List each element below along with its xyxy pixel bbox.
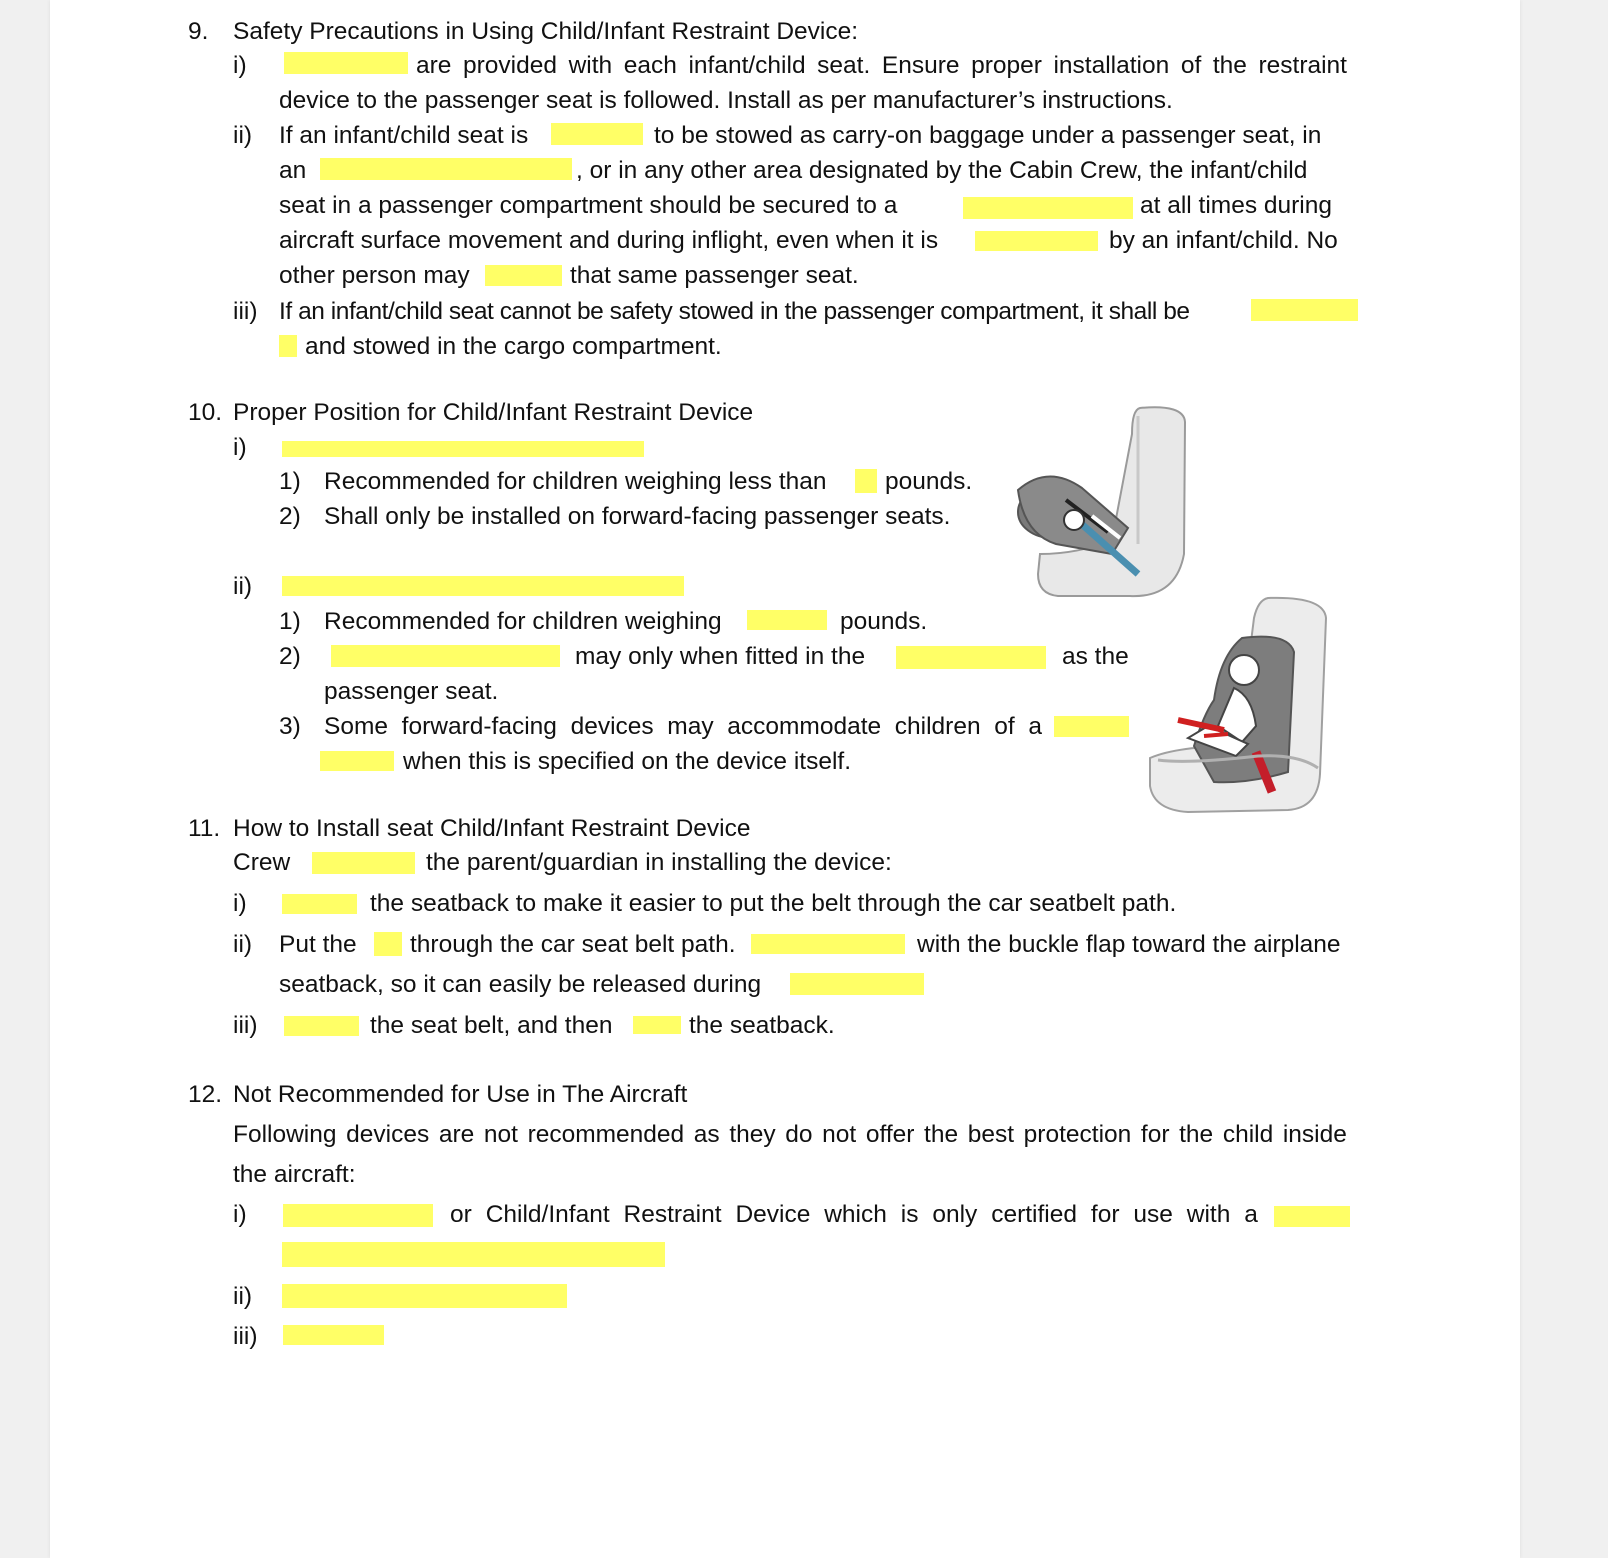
s10-ii-text2c: passenger seat. <box>324 678 499 705</box>
section-12-title: Not Recommended for Use in The Aircraft <box>233 1081 688 1108</box>
section-10-title: Proper Position for Child/Infant Restraint Device <box>233 399 754 426</box>
word: which <box>824 1201 887 1228</box>
s12-i-text <box>450 1200 1258 1230</box>
word: restraint <box>1258 52 1347 79</box>
s9-ii-line2a: an <box>279 157 307 184</box>
justified-line <box>324 712 1042 742</box>
redaction-highlight <box>551 123 643 145</box>
word: Child/Infant <box>485 1201 610 1228</box>
s10-i-num1: 1) <box>279 468 301 495</box>
word: are <box>438 1121 475 1148</box>
s11-intro-b: the parent/guardian in installing the device: <box>426 849 892 876</box>
word: Device <box>735 1201 811 1228</box>
word: devices <box>570 713 654 740</box>
word: protection <box>1023 1121 1132 1148</box>
word: accommodate <box>727 713 882 740</box>
word: a <box>1028 713 1042 740</box>
redaction-highlight <box>855 469 877 493</box>
s11-iii-marker: iii) <box>233 1012 258 1039</box>
s12-ii-marker: ii) <box>233 1283 253 1310</box>
s11-ii-line2: seatback, so it can easily be released during <box>279 971 762 998</box>
redaction-highlight <box>331 645 560 667</box>
s9-ii-line4a: aircraft surface movement and during inflight, even when it is <box>279 227 939 254</box>
s12-iii-marker: iii) <box>233 1323 258 1350</box>
s10-ii-num3: 3) <box>279 713 301 740</box>
s11-ii-line1b: through the car seat belt path. <box>410 931 736 958</box>
section-11-number: 11. <box>188 815 221 842</box>
word: with <box>1186 1201 1231 1228</box>
redaction-highlight <box>1054 716 1129 737</box>
redaction-highlight <box>790 973 924 995</box>
s11-ii-line1c: with the buckle flap toward the airplane <box>917 931 1341 958</box>
s10-i-text1b: pounds. <box>885 468 973 495</box>
word: the <box>1212 52 1247 79</box>
child-seat-illustration <box>1148 596 1334 818</box>
redaction-highlight <box>282 441 644 457</box>
word: provided <box>463 52 557 79</box>
s11-i-text: the seatback to make it easier to put the belt through the car seatbelt path. <box>370 890 1177 917</box>
word: infant/child <box>688 52 806 79</box>
word: seat. <box>817 52 871 79</box>
s9-ii-line1a: If an infant/child seat is <box>279 122 529 149</box>
word: for <box>1090 1201 1120 1228</box>
word: use <box>1133 1201 1173 1228</box>
s11-iii-text-b: the seatback. <box>689 1012 835 1039</box>
redaction-highlight <box>633 1016 681 1034</box>
word: child <box>1222 1121 1274 1148</box>
word: not <box>483 1121 518 1148</box>
redaction-highlight <box>312 852 415 874</box>
s12-intro-line2: the aircraft: <box>233 1161 356 1188</box>
justified-line <box>416 51 1347 81</box>
word: as <box>693 1121 720 1148</box>
s11-iii-text-a: the seat belt, and then <box>370 1012 613 1039</box>
redaction-highlight <box>284 1016 359 1036</box>
s9-ii-line5a: other person may <box>279 262 470 289</box>
word: Following <box>233 1121 337 1148</box>
s9-iii-line1: If an infant/child seat cannot be safety stowed in the passenger compartment, it shall be <box>279 298 1190 325</box>
s10-i-num2: 2) <box>279 503 301 530</box>
section-11-title: How to Install seat Child/Infant Restraint Device <box>233 815 751 842</box>
word: may <box>667 713 714 740</box>
word: best <box>967 1121 1015 1148</box>
word: a <box>1244 1201 1258 1228</box>
s10-i-text1a: Recommended for children weighing less than <box>324 468 827 495</box>
s11-ii-line1a: Put the <box>279 931 357 958</box>
word: proper <box>971 52 1042 79</box>
s12-i-marker: i) <box>233 1201 247 1228</box>
section-10-number: 10. <box>188 399 223 426</box>
redaction-highlight <box>374 932 402 956</box>
word: forward-facing <box>401 713 557 740</box>
s10-ii-text3a <box>324 712 1042 742</box>
redaction-highlight <box>485 265 562 286</box>
redaction-highlight <box>896 646 1046 669</box>
redaction-highlight <box>1251 299 1358 321</box>
redaction-highlight <box>284 52 408 74</box>
word: or <box>450 1201 472 1228</box>
s9-ii-line5b: that same passenger seat. <box>570 262 859 289</box>
section-9-number: 9. <box>188 18 209 45</box>
s9-ii-line4b: by an infant/child. No <box>1109 227 1338 254</box>
word: with <box>568 52 613 79</box>
redaction-highlight <box>282 576 684 596</box>
s9-i-line1 <box>416 51 1347 81</box>
word: certified <box>991 1201 1077 1228</box>
redaction-highlight <box>279 335 297 357</box>
redaction-highlight <box>1274 1206 1350 1227</box>
word: do <box>785 1121 813 1148</box>
s10-i-text2: Shall only be installed on forward-facing passenger seats. <box>324 503 951 530</box>
s9-i-line2: device to the passenger seat is followed. Install as per manufacturer’s instructions. <box>279 87 1173 114</box>
word: they <box>729 1121 776 1148</box>
word: is <box>900 1201 919 1228</box>
s9-ii-marker: ii) <box>233 122 253 149</box>
word: not <box>822 1121 857 1148</box>
word: the <box>1179 1121 1214 1148</box>
s10-ii-num2: 2) <box>279 643 301 670</box>
word: children <box>894 713 981 740</box>
word: Ensure <box>881 52 960 79</box>
s9-i-marker: i) <box>233 52 247 79</box>
word: of <box>1180 52 1202 79</box>
document-page <box>50 0 1520 1558</box>
s9-ii-line2b: , or in any other area designated by the Cabin Crew, the infant/child <box>576 157 1308 184</box>
infant-seat-illustration <box>1008 404 1198 600</box>
s10-ii-text1a: Recommended for children weighing <box>324 608 722 635</box>
word: offer <box>865 1121 915 1148</box>
redaction-highlight <box>320 751 394 771</box>
redaction-highlight <box>975 231 1098 251</box>
word: only <box>932 1201 978 1228</box>
s10-ii-text1b: pounds. <box>840 608 928 635</box>
s9-ii-line1b: to be stowed as carry-on baggage under a passenger seat, in <box>654 122 1322 149</box>
s10-ii-text2b: as the <box>1062 643 1129 670</box>
s10-ii-num1: 1) <box>279 608 301 635</box>
redaction-highlight <box>320 158 572 180</box>
redaction-highlight <box>747 610 827 630</box>
word: Restraint <box>623 1201 722 1228</box>
s12-intro-line1 <box>233 1120 1347 1150</box>
word: are <box>416 52 452 79</box>
word: each <box>623 52 677 79</box>
s11-ii-marker: ii) <box>233 931 253 958</box>
s11-intro-a: Crew <box>233 849 291 876</box>
s9-iii-line2: and stowed in the cargo compartment. <box>305 333 722 360</box>
s9-iii-marker: iii) <box>233 298 258 325</box>
word: for <box>1140 1121 1170 1148</box>
redaction-highlight <box>963 197 1133 219</box>
s10-ii-marker: ii) <box>233 573 253 600</box>
redaction-highlight <box>283 1325 384 1345</box>
section-9-title: Safety Precautions in Using Child/Infant Restraint Device: <box>233 18 859 45</box>
word: inside <box>1282 1121 1347 1148</box>
redaction-highlight <box>283 1204 433 1227</box>
s10-ii-text2a: may only when fitted in the <box>575 643 866 670</box>
section-12-number: 12. <box>188 1081 223 1108</box>
word: of <box>994 713 1015 740</box>
justified-line <box>450 1200 1258 1230</box>
s10-i-marker: i) <box>233 434 247 461</box>
s10-ii-text3b: when this is specified on the device itself. <box>403 748 852 775</box>
redaction-highlight <box>282 1242 665 1267</box>
word: installation <box>1053 52 1170 79</box>
word: recommended <box>527 1121 685 1148</box>
s9-ii-line3a: seat in a passenger compartment should be secured to a <box>279 192 898 219</box>
word: devices <box>346 1121 430 1148</box>
s9-ii-line3b: at all times during <box>1140 192 1333 219</box>
redaction-highlight <box>751 934 905 954</box>
redaction-highlight <box>282 894 357 914</box>
justified-line <box>233 1120 1347 1150</box>
redaction-highlight <box>282 1284 567 1308</box>
word: Some <box>324 713 389 740</box>
word: the <box>924 1121 959 1148</box>
s11-i-marker: i) <box>233 890 247 917</box>
